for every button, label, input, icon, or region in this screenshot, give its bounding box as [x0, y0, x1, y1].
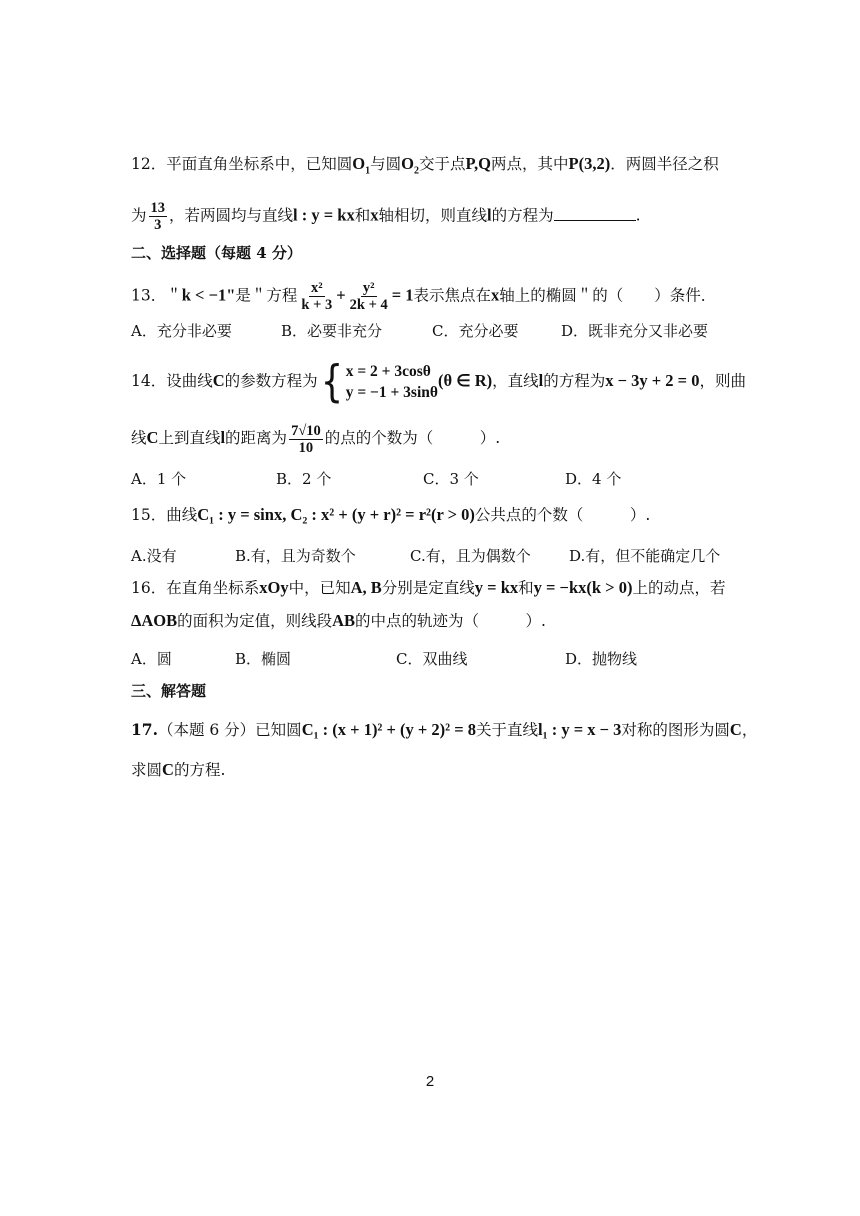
q13-option-d: D．既非充分又非必要 — [561, 322, 709, 340]
fraction-7sqrt10: $\frac{7√10}{10}$ — [291, 422, 321, 456]
q13-option-c: C．充分必要 — [432, 322, 519, 340]
left-brace: { — [320, 356, 343, 407]
q14-option-c: C．3 个 — [423, 470, 479, 488]
q16-option-b: B．椭圆 — [235, 650, 292, 668]
q17-line2: 求圆C的方程. — [131, 760, 226, 779]
q14-line2: 线C上到直线l的距离为 $\frac{7√10}{10}$ 的点的个数为（ ）. — [131, 422, 501, 456]
q14-line1: 14．设曲线C的参数方程为{ x = 2 + 3cosθ y = −1 + 3sinθ (θ ∈ R)，直线l的方程为x − 3y + 2 = 0，则曲 — [131, 356, 746, 407]
q14-option-b: B．2 个 — [276, 470, 332, 488]
section-heading-3: 三、解答题 — [131, 682, 207, 700]
q15-line: 15．曲线C₁ : y = sinx, C₂ : x² + (y + r)² = r²(r > 0)公共点的个数（ ）. — [131, 505, 651, 524]
q12-line1: 12．平面直角坐标系中，已知圆$O_1$与圆$O_2$交于点P,Q两点，其中P(3,2)．两圆半径之积 — [131, 154, 719, 177]
fraction-13-3: $\frac{13}{3}$ — [150, 200, 166, 233]
answer-blank — [554, 206, 636, 221]
q16-option-d: D．抛物线 — [565, 650, 638, 668]
q16-line1: 16．在直角坐标系xOy中，已知A, B分别是定直线y = kx和y = −kx(k > 0)上的动点，若 — [131, 578, 726, 597]
q15-option-c: C.有，且为偶数个 — [410, 547, 531, 565]
parametric-system: x = 2 + 3cosθ y = −1 + 3sinθ — [345, 363, 438, 401]
fraction-x2: $\frac{\text{x²}}{k + 3}$ — [301, 280, 333, 313]
fraction-y2: $\frac{\text{y²}}{2k + 4}$ — [349, 280, 388, 313]
q17-line1: 17.（本题 6 分）已知圆C₁ : (x + 1)² + (y + 2)² = 8关于直线l₁ : y = x − 3对称的图形为圆C， — [131, 720, 758, 739]
q13-option-a: A．充分非必要 — [131, 322, 232, 340]
q16-line2: ΔAOB的面积为定值，则线段AB的中点的轨迹为（ ）. — [131, 611, 546, 630]
q16-option-c: C．双曲线 — [396, 650, 468, 668]
q13-line: 13．＂k < −1"是＂方程 $\frac{\text{x²}}{k + 3}$ + $\frac{\text{y²}}{2k + 4}$ = 1表示焦点在x轴上的椭圆＂的（ ）条件． — [131, 280, 717, 313]
page-number: 2 — [425, 1073, 435, 1090]
q15-option-b: B.有，且为奇数个 — [235, 547, 356, 565]
q16-option-a: A．圆 — [131, 650, 172, 668]
q13-option-b: B．必要非充分 — [281, 322, 383, 340]
q15-option-d: D.有，但不能确定几个 — [569, 547, 721, 565]
q15-option-a: A.没有 — [131, 547, 177, 565]
q14-option-d: D．4 个 — [565, 470, 622, 488]
q14-option-a: A．1 个 — [131, 470, 187, 488]
section-heading-2: 二、选择题（每题 4 分） — [131, 244, 302, 262]
q12-line2: 为 $\frac{13}{3}$ ，若两圆均与直线l : y = kx和x轴相切，则直线l的方程为 . — [131, 200, 641, 233]
